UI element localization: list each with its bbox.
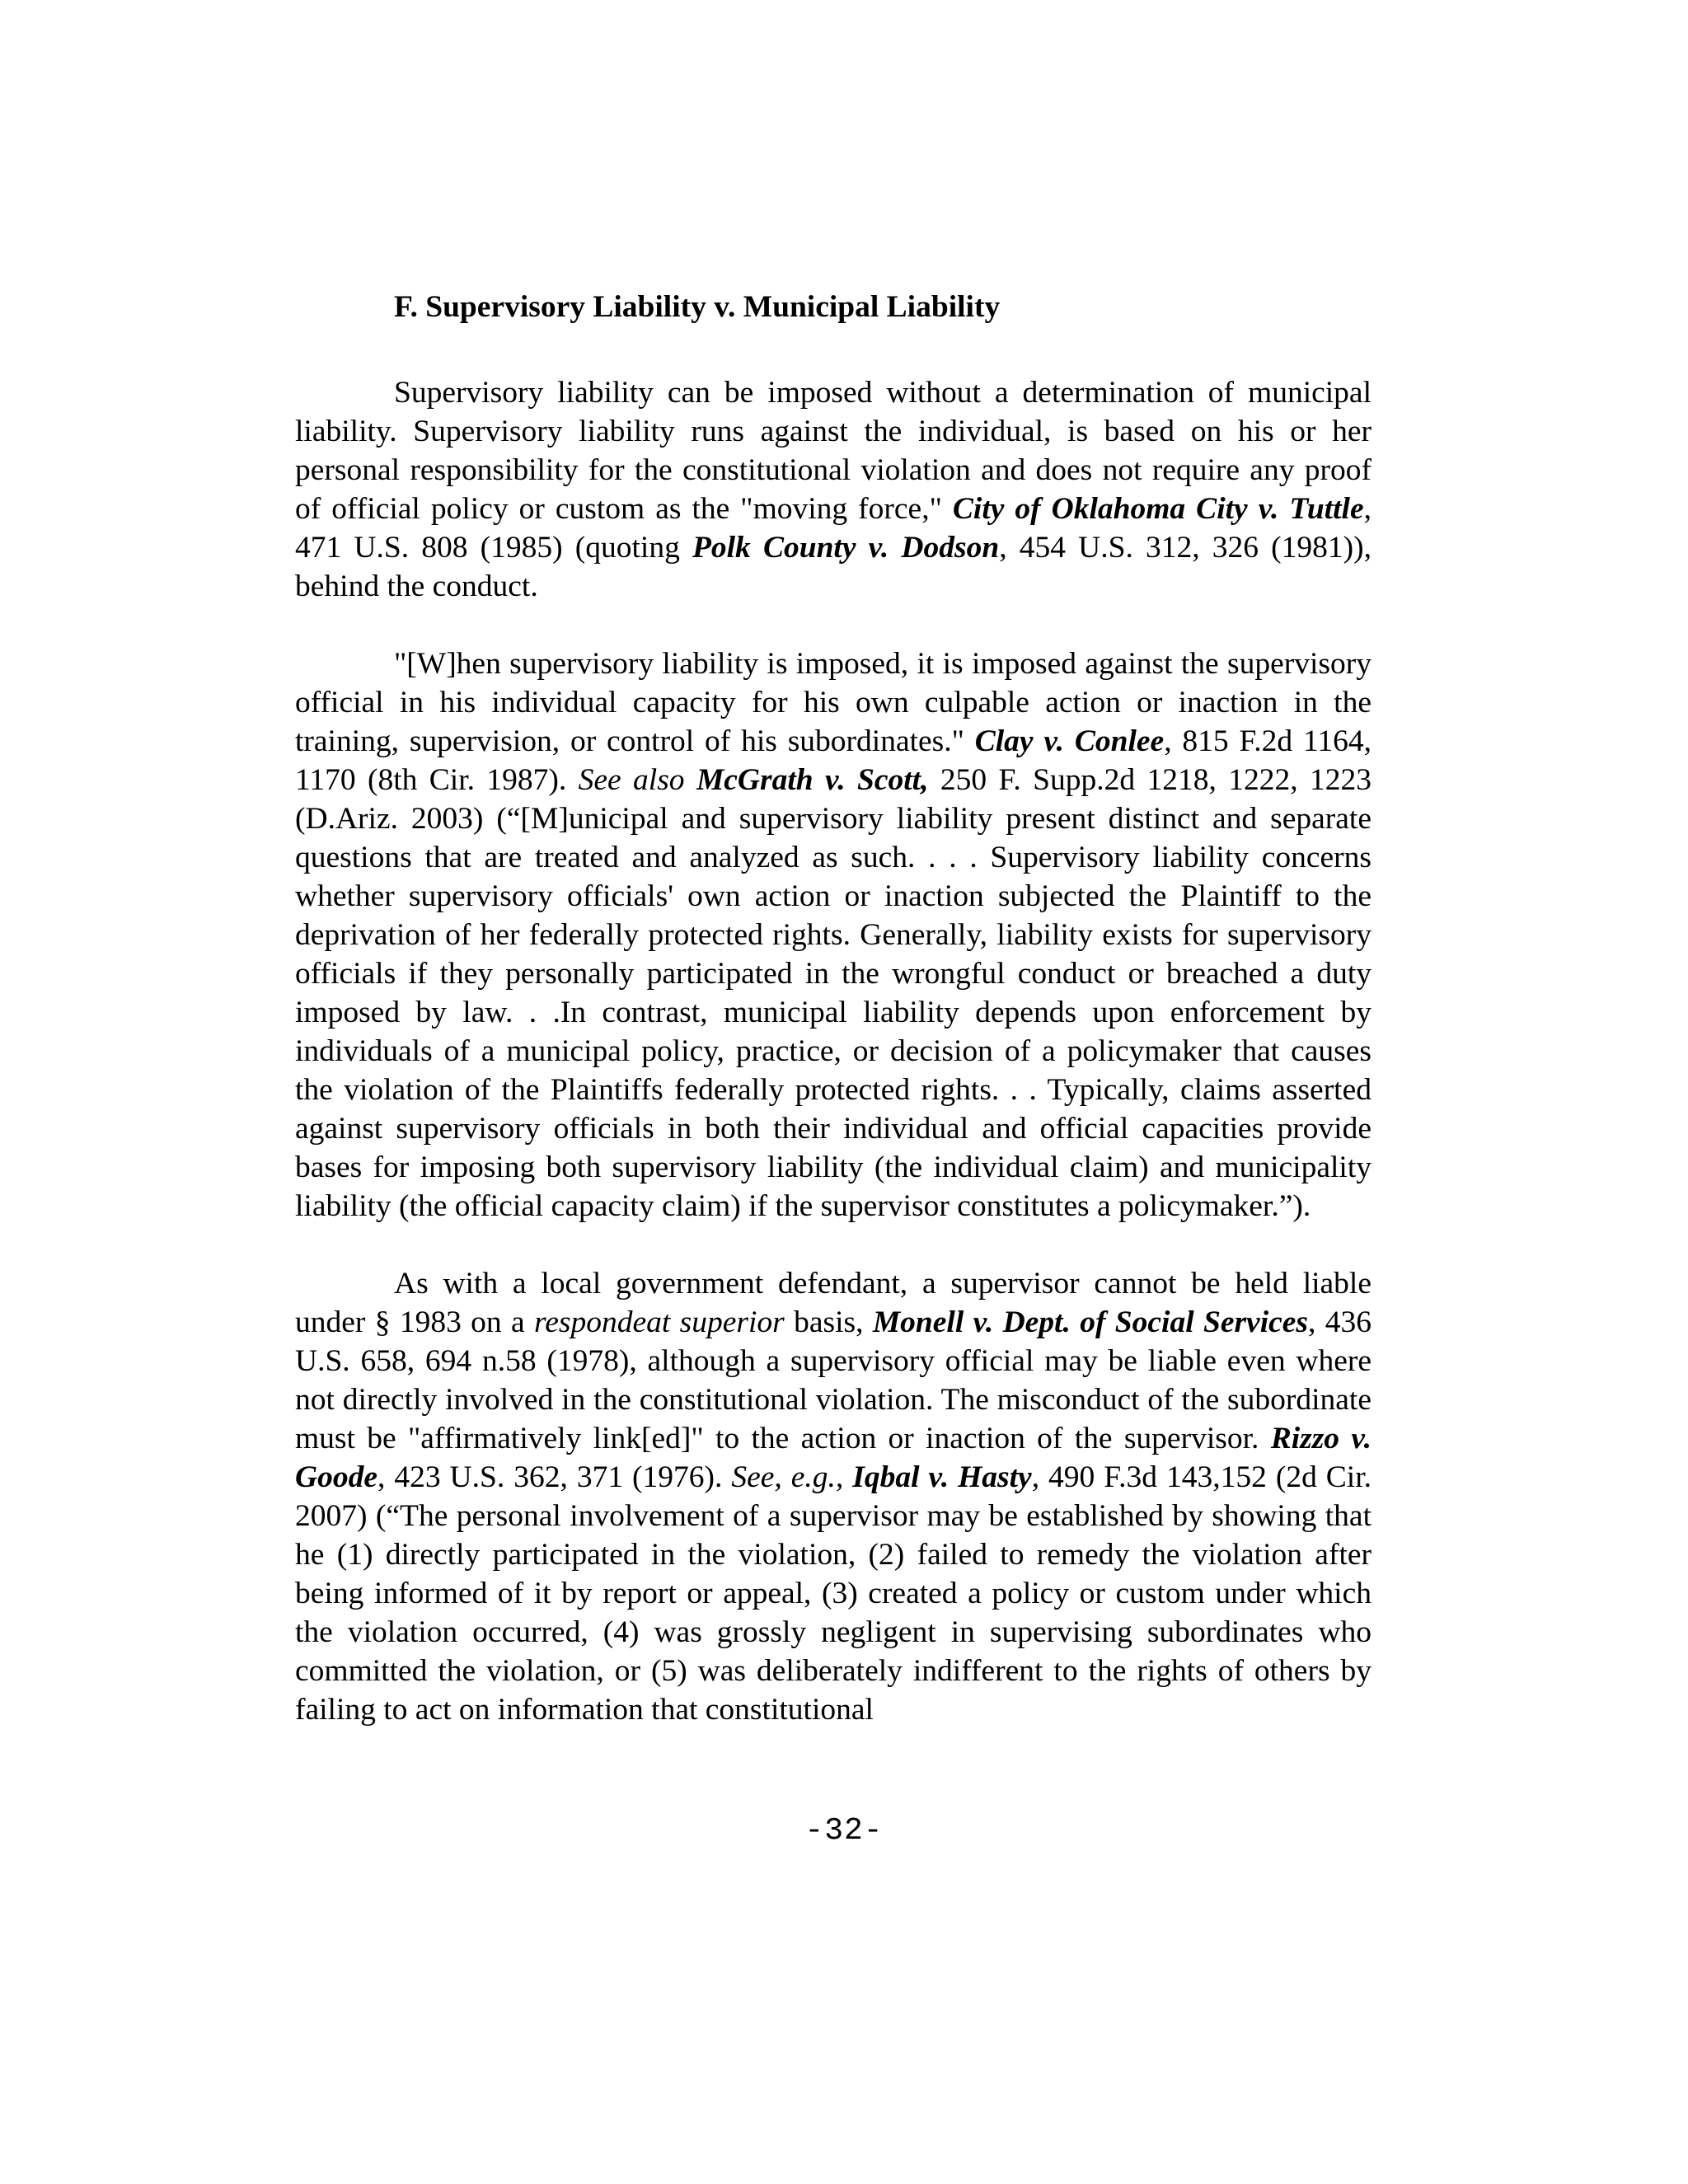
case-citation: Monell v. Dept. of Social Services (872, 1305, 1309, 1339)
signal-italic: See, e.g., (731, 1460, 844, 1494)
case-citation: Clay v. Conlee (974, 724, 1165, 758)
text-run: "[W]hen supervisory liability is imposed, it is imposed against the supervisory official in his individual capacity for his own culpable action or inaction in the training, supervision, or control of his subordinates." (295, 647, 1372, 758)
text-run: , 815 F.2d 1164, 1170 (8th Cir. 1987). (295, 724, 1372, 797)
paragraph-supervisory-liability (295, 373, 1372, 606)
page-number: -32- (804, 1813, 884, 1849)
case-citation: City of Oklahoma City v. Tuttle (952, 492, 1364, 526)
text-run: , 454 U.S. 312, 326 (1981)), behind the conduct. (295, 531, 1372, 603)
document-body (295, 288, 1372, 1768)
text-run: , 471 U.S. 808 (1985) (quoting (295, 492, 1372, 565)
text-run: , 436 U.S. 658, 694 n.58 (1978), although a supervisory official may be liable even where not directly involved in the constitutional violation. The misconduct of the subordinate must be "affirmatively link[ed]" to the action or inaction of the supervisor. (295, 1305, 1372, 1455)
case-citation: Polk County v. Dodson (692, 531, 1000, 565)
latin-term-italic: respondeat superior (534, 1305, 785, 1339)
text-run: , 490 F.3d 143,152 (2d Cir. 2007) (“The personal involvement of a supervisor may be established by showing that he (1) directly participated in the violation, (2) failed to remedy the violation after being informed of it by report or appeal, (3) created a policy or custom under which the violation occurred, (4) was grossly negligent in supervising subordinates who committed the violation, or (5) was deliberately indifferent to the rights of others by failing to act on information that constitutional (295, 1460, 1372, 1727)
text-run: basis, (784, 1305, 873, 1339)
paragraph-respondeat-superior (295, 1264, 1372, 1729)
signal-italic: See also (578, 763, 696, 797)
case-citation: Iqbal v. Hasty (852, 1460, 1032, 1494)
text-run: Supervisory liability can be imposed without a determination of municipal liability. Supervisory liability runs against the individual, is based on his or her personal responsibility for the constitutional violation and does not require any proof of official policy or custom as the "moving force," (295, 376, 1372, 526)
text-run: As with a local government defendant, a supervisor cannot be held liable under § 1983 on a (295, 1267, 1372, 1339)
section-heading: F. Supervisory Liability v. Municipal Liability (394, 290, 1001, 324)
paragraph-individual-capacity (295, 644, 1372, 1226)
text-run (843, 1460, 852, 1494)
case-citation: McGrath v. Scott, (696, 763, 929, 797)
text-run: 250 F. Supp.2d 1218, 1222, 1223 (D.Ariz. 2003) (“[M]unicipal and supervisory liability present distinct and separate questions that are treated and analyzed as such. . . . Supervisory liability concerns whether supervisory officials' own action or inaction subjected the Plaintiff to the deprivation of her federally protected rights. Generally, liability exists for supervisory officials if they personally participated in the wrongful conduct or breached a duty imposed by law. . .In contrast, municipal liability depends upon enforcement by individuals of a municipal policy, practice, or decision of a policymaker that causes the violation of the Plaintiffs federally protected rights. . . Typically, claims asserted against supervisory officials in both their individual and official capacities provide bases for imposing both supervisory liability (the individual claim) and municipality liability (the official capacity claim) if the supervisor constitutes a policymaker.”). (295, 763, 1372, 1223)
text-run: , 423 U.S. 362, 371 (1976). (377, 1460, 732, 1494)
case-citation: Rizzo v. Goode (295, 1422, 1372, 1494)
